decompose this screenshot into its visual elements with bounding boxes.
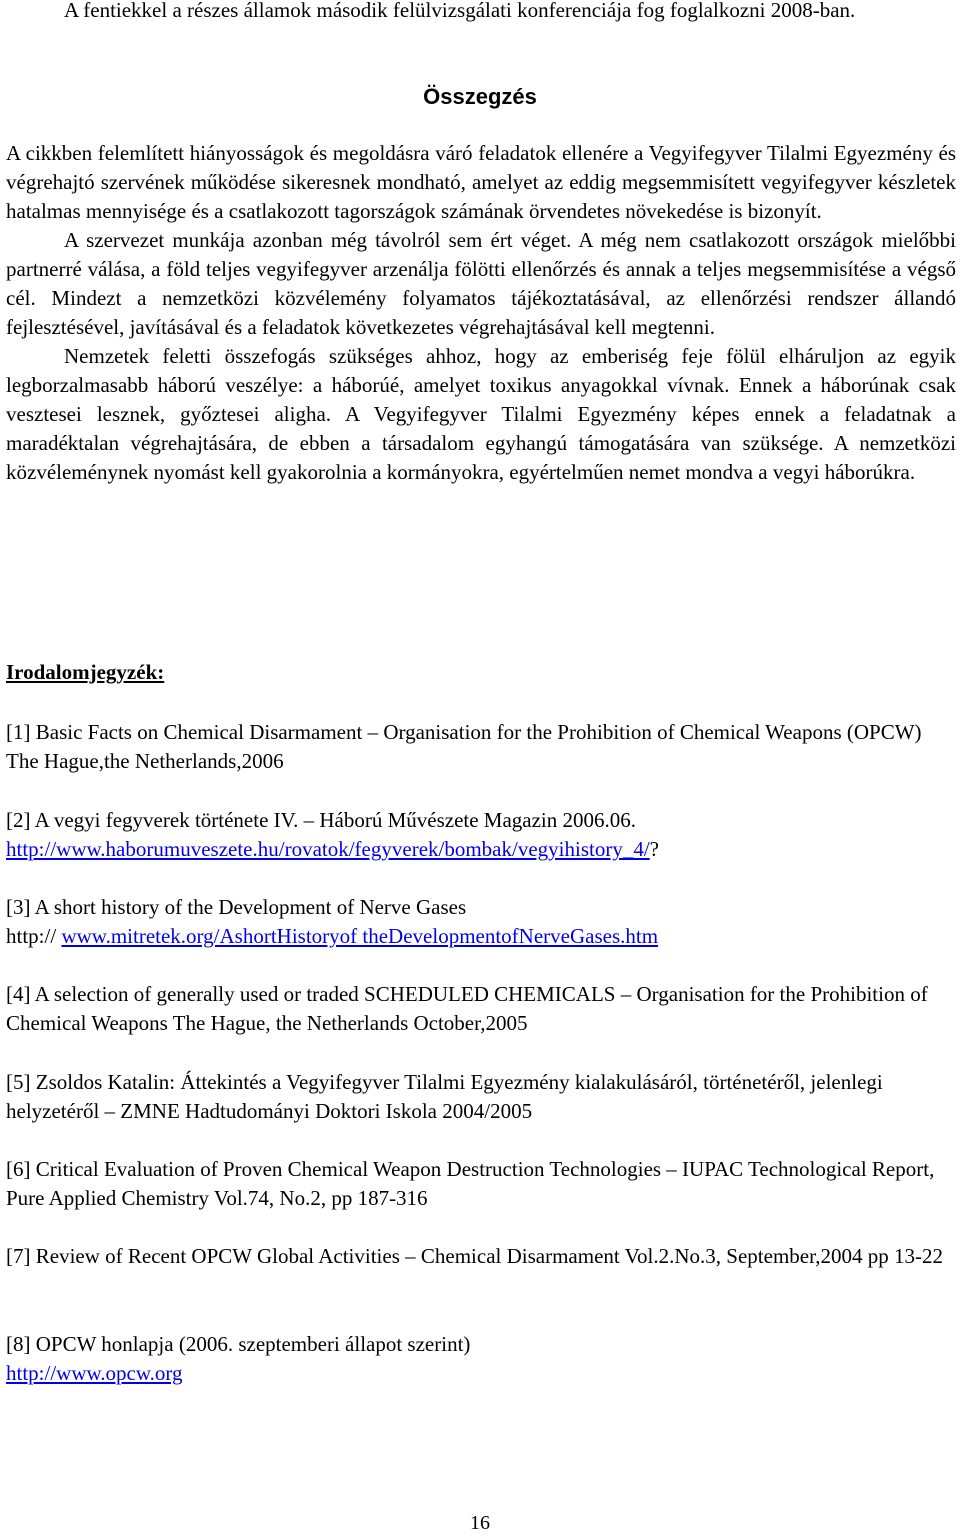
reference-item-3: [3] A short history of the Development of Nerve Gases http:// www.mitretek.org/AshortHistoryof theDevelopmentofNerveGases.htm <box>6 895 659 948</box>
references-title: Irodalomjegyzék: <box>6 660 165 684</box>
reference-link-2[interactable]: http://www.haborumuveszete.hu/rovatok/fegyverek/bombak/vegyihistory_4/ <box>6 837 650 861</box>
reference-item-4: [4] A selection of generally used or traded SCHEDULED CHEMICALS – Organisation for the Prohibition of Chemical Weapons The Hague, the Netherlands October,2005 <box>6 982 928 1035</box>
reference-item-5: [5] Zsoldos Katalin: Áttekintés a Vegyifegyver Tilalmi Egyezmény kialakulásáról, történetéről, jelenlegi helyzetéről – ZMNE Hadtudományi Doktori Iskola 2004/2005 <box>6 1070 883 1123</box>
summary-paragraph-3: Nemzetek feletti összefogás szükséges ahhoz, hogy az emberiség feje fölül elháruljon az egyik legborzalmasabb háború veszélye: a háborúé, amelyet toxikus anyagokkal vívnak. Ennek a háborúnak csak vesztesei lesznek, győztesei aligha. A Vegyifegyver Tilalmi Egyezmény képes ennek a feladatnak a maradéktalan végrehajtására, de ebben a társadalom egyhangú támogatására van szüksége. A nemzetközi közvéleménynek nyomást kell gyakorolnia a kormányokra, egyértelműen nemet mondva a vegyi háborúkra. <box>6 344 956 484</box>
reference-item-7: [7] Review of Recent OPCW Global Activities – Chemical Disarmament Vol.2.No.3, September,2004 pp 13-22 <box>6 1244 944 1268</box>
reference-item-1: [1] Basic Facts on Chemical Disarmament – Organisation for the Prohibition of Chemical Weapons (OPCW) The Hague,the Netherlands,2006 <box>6 720 922 773</box>
summary-paragraph-2: A szervezet munkája azonban még távolról sem ért véget. A még nem csatlakozott országok mielőbbi partnerré válása, a föld teljes vegyifegyver arzenálja fölötti ellenőrzés és annak a teljes megsemmisítése a végső cél. Mindezt a nemzetközi közvélemény folyamatos tájékoztatásával, az ellenőrzési rendszer állandó fejlesztésével, javításával és a feladatok következetes végrehajtásával kell megtenni. <box>6 228 956 339</box>
reference-link-8[interactable]: http://www.opcw.org <box>6 1361 183 1385</box>
summary-section <box>6 139 956 487</box>
reference-item-2: [2] A vegyi fegyverek története IV. – Háború Művészete Magazin 2006.06. http://www.haborumuveszete.hu/rovatok/fegyverek/bombak/vegyihistory_4/? <box>6 808 659 861</box>
page-number: 16 <box>470 1512 490 1534</box>
reference-link-3[interactable]: www.mitretek.org/AshortHistoryof theDevelopmentofNerveGases.htm <box>61 924 659 948</box>
summary-paragraph-1: A cikkben felemlített hiányosságok és megoldásra váró feladatok ellenére a Vegyifegyver Tilalmi Egyezmény és végrehajtó szervének működése sikeresnek mondható, amelyet az eddig megsemmisített vegyifegyver készletek hatalmas mennyisége és a csatlakozott tagországok számának örvendetes növekedése is bizonyít. <box>6 141 956 223</box>
summary-heading: Összegzés <box>423 84 537 109</box>
intro-paragraph: A fentiekkel a részes államok második felülvizsgálati konferenciája fog foglalkozni 2008-ban. <box>64 0 856 22</box>
reference-item-8: [8] OPCW honlapja (2006. szeptemberi állapot szerint) http://www.opcw.org <box>6 1332 471 1385</box>
reference-item-6: [6] Critical Evaluation of Proven Chemical Weapon Destruction Technologies – IUPAC Technological Report, Pure Applied Chemistry Vol.74, No.2, pp 187-316 <box>6 1157 935 1210</box>
